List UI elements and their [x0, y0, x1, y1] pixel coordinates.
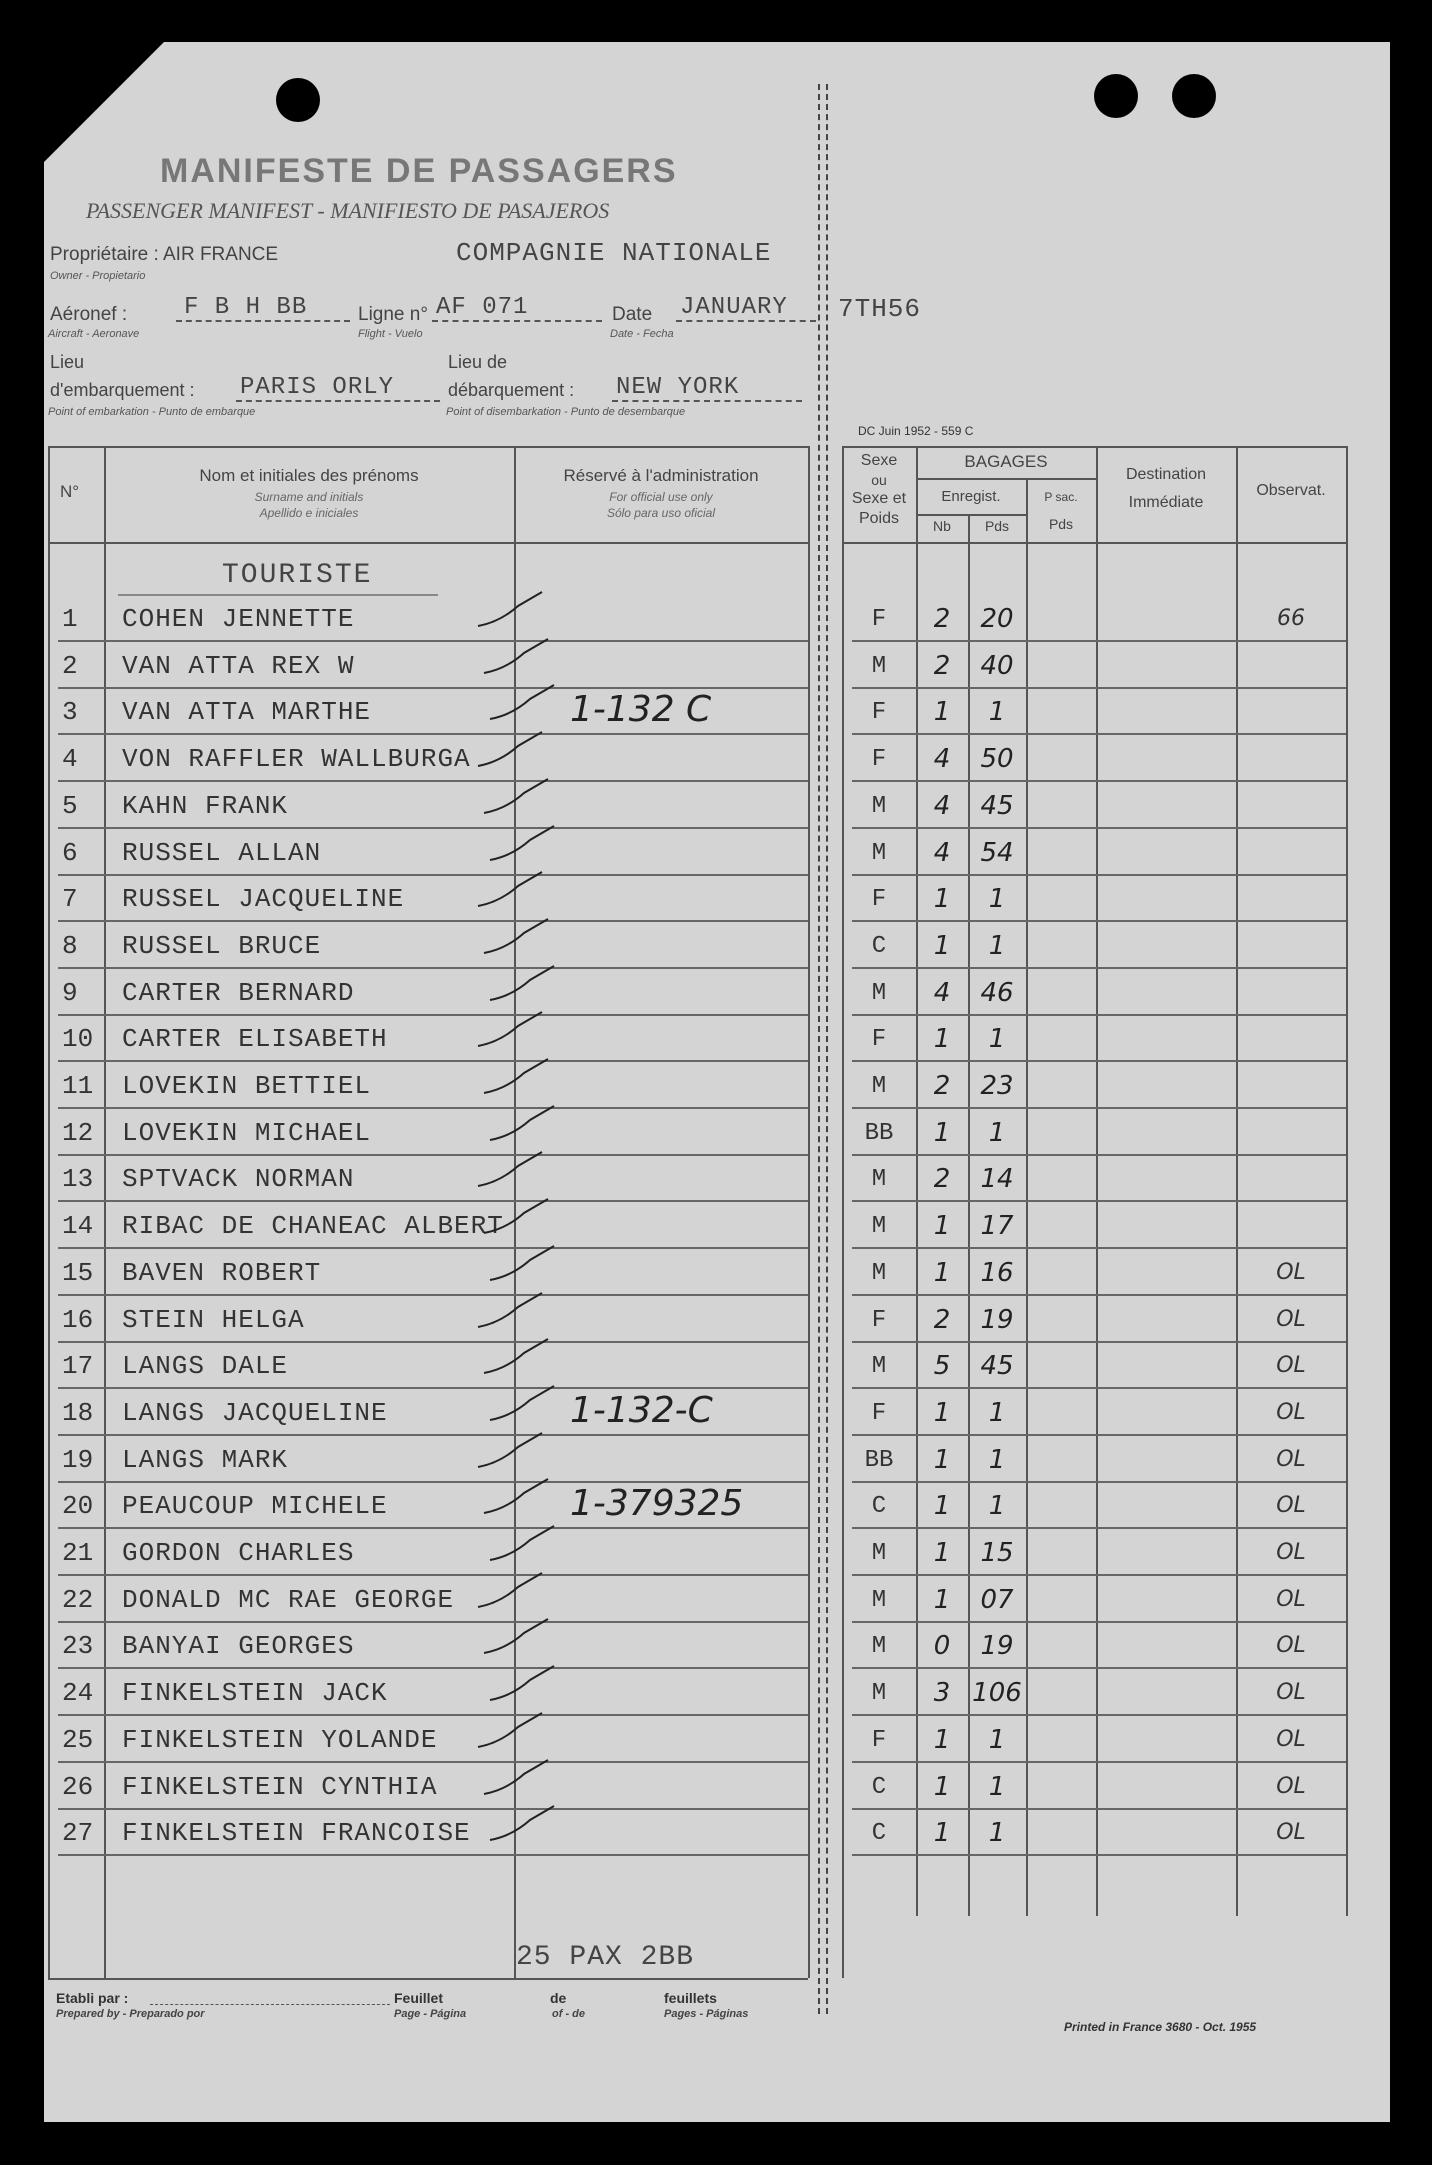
total-passengers: 25 PAX 2BB — [516, 1942, 695, 1973]
check-mark-icon — [482, 1660, 562, 1710]
baggage-weight: 45 — [980, 791, 1014, 821]
passenger-number: 21 — [62, 1538, 94, 1568]
passenger-number: 8 — [62, 931, 78, 961]
baggage-weight: 1 — [988, 884, 1006, 914]
passenger-sex: F — [871, 746, 887, 773]
passenger-number: 24 — [62, 1678, 94, 1708]
passenger-number: 27 — [62, 1818, 94, 1848]
aircraft-sub: Aircraft - Aeronave — [48, 328, 140, 340]
passenger-number: 20 — [62, 1491, 94, 1521]
passenger-sex: M — [871, 1540, 887, 1567]
passenger-name: GORDON CHARLES — [122, 1538, 355, 1568]
col-header-name: Nom et initiales des prénoms — [199, 466, 419, 485]
passenger-name: VAN ATTA MARTHE — [122, 697, 372, 727]
punch-hole-right-1 — [1094, 74, 1138, 118]
passenger-number: 6 — [62, 838, 78, 868]
passenger-sex: BB — [864, 1447, 894, 1474]
baggage-weight: 23 — [980, 1071, 1014, 1101]
passenger-sex: M — [871, 1166, 887, 1193]
baggage-weight: 50 — [980, 744, 1014, 774]
passenger-sex: F — [871, 1026, 887, 1053]
embark-label-2: d'embarquement : — [50, 380, 195, 400]
aircraft-value: F B H BB — [184, 294, 308, 321]
passenger-sex: F — [871, 606, 887, 633]
passenger-number: 3 — [62, 697, 78, 727]
baggage-weight: 1 — [988, 1445, 1006, 1475]
baggage-count: 4 — [933, 791, 951, 821]
passenger-name: FINKELSTEIN CYNTHIA — [122, 1772, 438, 1802]
observation: OL — [1276, 1680, 1306, 1705]
observation: OL — [1276, 1727, 1306, 1752]
passenger-sex: F — [871, 1307, 887, 1334]
check-mark-icon — [482, 679, 562, 729]
baggage-count: 1 — [933, 1398, 951, 1428]
baggage-weight: 45 — [980, 1351, 1014, 1381]
baggage-weight: 17 — [980, 1211, 1014, 1241]
baggage-count: 1 — [933, 1491, 951, 1521]
passenger-name: LOVEKIN BETTIEL — [122, 1071, 372, 1101]
passenger-number: 19 — [62, 1445, 94, 1475]
manifest-subtitle: PASSENGER MANIFEST - MANIFIESTO DE PASAJEROS — [86, 198, 610, 223]
baggage-count: 1 — [933, 1538, 951, 1568]
date-sub: Date - Fecha — [610, 328, 674, 340]
passenger-sex: M — [871, 1680, 887, 1707]
passenger-sex: F — [871, 1727, 887, 1754]
passenger-sex: F — [871, 1400, 887, 1427]
admin-note: 1-379325 — [570, 1483, 744, 1524]
passenger-number: 4 — [62, 744, 78, 774]
baggage-weight: 106 — [972, 1678, 1022, 1708]
col-header-no: N° — [60, 482, 80, 501]
passenger-number: 9 — [62, 978, 78, 1008]
baggage-weight: 1 — [988, 1398, 1006, 1428]
baggage-count: 2 — [933, 1071, 951, 1101]
passenger-number: 7 — [62, 884, 78, 914]
baggage-weight: 54 — [980, 838, 1014, 868]
passenger-number: 17 — [62, 1351, 94, 1381]
flight-sub: Flight - Vuelo — [358, 328, 423, 340]
check-mark-icon — [476, 633, 556, 683]
baggage-weight: 1 — [988, 1024, 1006, 1054]
observation: OL — [1276, 1493, 1306, 1518]
check-mark-icon — [482, 820, 562, 870]
punch-hole-left — [276, 78, 320, 122]
manifest-title: MANIFESTE DE PASSAGERS — [160, 152, 678, 190]
baggage-weight: 40 — [980, 651, 1014, 681]
check-mark-icon — [470, 1146, 550, 1196]
baggage-count: 0 — [933, 1631, 951, 1661]
check-mark-icon — [470, 586, 550, 636]
baggage-count: 1 — [933, 697, 951, 727]
check-mark-icon — [470, 866, 550, 916]
passenger-name: RUSSEL ALLAN — [122, 838, 322, 868]
baggage-count: 4 — [933, 744, 951, 774]
check-mark-icon — [476, 1333, 556, 1383]
passenger-sex: BB — [864, 1120, 894, 1147]
prepared-by-label: Etabli par : — [56, 1990, 129, 2006]
passenger-sex: C — [871, 1493, 887, 1520]
check-mark-icon — [482, 960, 562, 1010]
passenger-number: 12 — [62, 1118, 94, 1148]
check-mark-icon — [482, 1520, 562, 1570]
embark-label-1: Lieu — [50, 352, 85, 372]
baggage-weight: 1 — [988, 1491, 1006, 1521]
baggage-weight: 1 — [988, 931, 1006, 961]
observation: OL — [1276, 1633, 1306, 1658]
col-header-sex: Sexe — [860, 452, 898, 469]
baggage-weight: 46 — [980, 978, 1014, 1008]
check-mark-icon — [476, 913, 556, 963]
passenger-name: SPTVACK NORMAN — [122, 1164, 355, 1194]
baggage-count: 2 — [933, 604, 951, 634]
baggage-weight: 15 — [980, 1538, 1014, 1568]
passenger-name: RIBAC DE CHANEAC ALBERT — [122, 1211, 504, 1241]
check-mark-icon — [482, 1100, 562, 1150]
baggage-weight: 20 — [980, 604, 1014, 634]
baggage-count: 3 — [933, 1678, 951, 1708]
check-mark-icon — [470, 1287, 550, 1337]
observation: OL — [1276, 1540, 1306, 1565]
passenger-number: 23 — [62, 1631, 94, 1661]
check-mark-icon — [470, 1006, 550, 1056]
passenger-number: 2 — [62, 651, 78, 681]
observation: OL — [1276, 1260, 1306, 1285]
of-label: de — [550, 1990, 567, 2006]
punch-hole-right-2 — [1172, 74, 1216, 118]
passenger-sex: M — [871, 1213, 887, 1240]
check-mark-icon — [476, 1754, 556, 1804]
date-value: JANUARY — [680, 294, 788, 321]
baggage-weight: 1 — [988, 1118, 1006, 1148]
admin-note: 1-132-C — [570, 1390, 713, 1431]
passenger-sex: M — [871, 840, 887, 867]
passenger-number: 1 — [62, 604, 78, 634]
passenger-name: BANYAI GEORGES — [122, 1631, 355, 1661]
disembark-sub: Point of disembarkation - Punto de desembarque — [446, 406, 686, 418]
passenger-name: COHEN JENNETTE — [122, 604, 355, 634]
passenger-number: 26 — [62, 1772, 94, 1802]
passenger-sex: M — [871, 1633, 887, 1660]
embark-value: PARIS ORLY — [240, 374, 395, 401]
baggage-count: 4 — [933, 838, 951, 868]
passenger-name: VAN ATTA REX W — [122, 651, 355, 681]
printed-note: Printed in France 3680 - Oct. 1955 — [1064, 2020, 1257, 2034]
check-mark-icon — [476, 1193, 556, 1243]
baggage-count: 1 — [933, 931, 951, 961]
passenger-number: 15 — [62, 1258, 94, 1288]
passenger-name: KAHN FRANK — [122, 791, 289, 821]
check-mark-icon — [470, 1567, 550, 1617]
passenger-number: 13 — [62, 1164, 94, 1194]
passenger-sex: C — [871, 1820, 887, 1847]
baggage-count: 1 — [933, 1772, 951, 1802]
passenger-sex: C — [871, 933, 887, 960]
passenger-name: LANGS JACQUELINE — [122, 1398, 388, 1428]
baggage-count: 1 — [933, 1445, 951, 1475]
baggage-count: 1 — [933, 884, 951, 914]
baggage-count: 1 — [933, 1211, 951, 1241]
owner-value: COMPAGNIE NATIONALE — [456, 238, 772, 268]
passenger-sex: M — [871, 980, 887, 1007]
baggage-weight: 19 — [980, 1631, 1014, 1661]
baggage-count: 1 — [933, 1118, 951, 1148]
passenger-number: 10 — [62, 1024, 94, 1054]
check-mark-icon — [470, 1707, 550, 1757]
observation: OL — [1276, 1820, 1306, 1845]
col-header-destination: Destination — [1125, 466, 1207, 483]
baggage-count: 5 — [933, 1351, 951, 1381]
fold-line — [818, 84, 820, 2014]
baggage-weight: 16 — [980, 1258, 1014, 1288]
baggage-count: 2 — [933, 651, 951, 681]
baggage-count: 4 — [933, 978, 951, 1008]
col-header-reserved: Réservé à l'administration — [563, 466, 759, 485]
passenger-number: 25 — [62, 1725, 94, 1755]
passenger-sex: M — [871, 1260, 887, 1287]
passenger-name: CARTER ELISABETH — [122, 1024, 388, 1054]
baggage-weight: 19 — [980, 1305, 1014, 1335]
passenger-name: DONALD MC RAE GEORGE — [122, 1585, 455, 1615]
passenger-name: CARTER BERNARD — [122, 978, 355, 1008]
observation: OL — [1276, 1400, 1306, 1425]
owner-sub: Owner - Propietario — [50, 270, 146, 282]
passenger-name: LANGS DALE — [122, 1351, 289, 1381]
check-mark-icon — [476, 773, 556, 823]
date-value-2: 7TH56 — [838, 294, 922, 324]
passenger-name: RUSSEL BRUCE — [122, 931, 322, 961]
disembark-label-1: Lieu de — [448, 352, 508, 372]
passenger-name: BAVEN ROBERT — [122, 1258, 322, 1288]
baggage-weight: 1 — [988, 1772, 1006, 1802]
baggage-weight: 1 — [988, 697, 1006, 727]
col-header-baggage: BAGAGES — [964, 452, 1048, 471]
baggage-count: 1 — [933, 1258, 951, 1288]
observation: OL — [1276, 1774, 1306, 1799]
passenger-sex: M — [871, 1073, 887, 1100]
disembark-label-2: débarquement : — [448, 380, 575, 400]
observation: OL — [1276, 1307, 1306, 1332]
passenger-number: 11 — [62, 1071, 94, 1101]
check-mark-icon — [470, 1427, 550, 1477]
check-mark-icon — [476, 1613, 556, 1663]
baggage-weight: 07 — [980, 1585, 1014, 1615]
passenger-sex: F — [871, 886, 887, 913]
form-reference: DC Juin 1952 - 559 C — [858, 424, 974, 438]
check-mark-icon — [470, 726, 550, 776]
passenger-name: FINKELSTEIN JACK — [122, 1678, 388, 1708]
baggage-count: 1 — [933, 1024, 951, 1054]
passenger-name: FINKELSTEIN YOLANDE — [122, 1725, 438, 1755]
passenger-sex: M — [871, 1587, 887, 1614]
observation: OL — [1276, 1447, 1306, 1472]
embark-sub: Point of embarkation - Punto de embarque — [48, 406, 256, 418]
check-mark-icon — [476, 1053, 556, 1103]
sheet-label: Feuillet — [394, 1990, 444, 2006]
sheets-label: feuillets — [664, 1990, 717, 2006]
aircraft-label: Aéronef : — [50, 304, 128, 325]
passenger-name: FINKELSTEIN FRANCOISE — [122, 1818, 471, 1848]
passenger-name: VON RAFFLER WALLBURGA — [122, 744, 471, 774]
passenger-sex: F — [871, 699, 887, 726]
baggage-count: 1 — [933, 1725, 951, 1755]
passenger-name: PEAUCOUP MICHELE — [122, 1491, 388, 1521]
passenger-name: RUSSEL JACQUELINE — [122, 884, 405, 914]
baggage-count: 2 — [933, 1164, 951, 1194]
class-label: TOURISTE — [222, 560, 373, 591]
passenger-sex: M — [871, 1353, 887, 1380]
baggage-weight: 14 — [980, 1164, 1014, 1194]
passenger-number: 22 — [62, 1585, 94, 1615]
baggage-weight: 1 — [988, 1818, 1006, 1848]
baggage-count: 1 — [933, 1818, 951, 1848]
owner-label: Propriétaire : AIR FRANCE — [50, 244, 279, 265]
torn-corner — [44, 42, 164, 162]
baggage-count: 2 — [933, 1305, 951, 1335]
flight-label: Ligne n° — [358, 304, 428, 325]
flight-value: AF 071 — [436, 294, 529, 321]
passenger-sex: C — [871, 1774, 887, 1801]
col-header-observ: Observat. — [1256, 482, 1326, 499]
observation: OL — [1276, 1587, 1306, 1612]
passenger-name: LOVEKIN MICHAEL — [122, 1118, 372, 1148]
disembark-value: NEW YORK — [616, 374, 740, 401]
passenger-sex: M — [871, 653, 887, 680]
date-label: Date — [612, 304, 653, 325]
passenger-number: 16 — [62, 1305, 94, 1335]
check-mark-icon — [482, 1240, 562, 1290]
observation: OL — [1276, 1353, 1306, 1378]
passenger-name: STEIN HELGA — [122, 1305, 305, 1335]
passenger-sex: M — [871, 793, 887, 820]
check-mark-icon — [482, 1380, 562, 1430]
observation: 66 — [1277, 606, 1305, 631]
passenger-number: 14 — [62, 1211, 94, 1241]
passenger-number: 18 — [62, 1398, 94, 1428]
passenger-name: LANGS MARK — [122, 1445, 289, 1475]
check-mark-icon — [482, 1800, 562, 1850]
check-mark-icon — [476, 1473, 556, 1523]
admin-note: 1-132 C — [570, 689, 712, 730]
baggage-count: 1 — [933, 1585, 951, 1615]
passenger-number: 5 — [62, 791, 78, 821]
baggage-weight: 1 — [988, 1725, 1006, 1755]
